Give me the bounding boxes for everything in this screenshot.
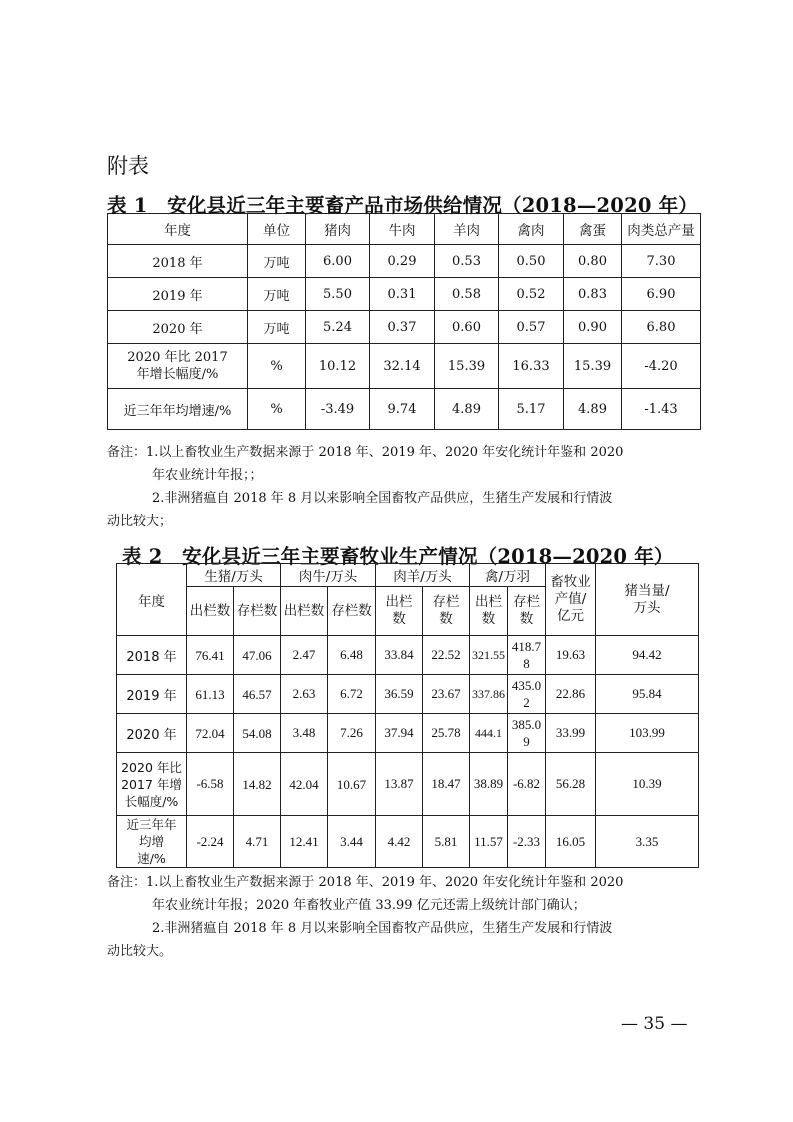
unit-cell: % <box>248 389 306 430</box>
table-cell: 15.39 <box>435 344 499 389</box>
t2-subheader <box>423 587 470 636</box>
table-cell: 6.48 <box>328 636 376 675</box>
row-label: 2020 年 <box>108 311 248 344</box>
table-cell: 0.57 <box>499 311 564 344</box>
table-cell: -1.43 <box>622 389 701 430</box>
t2-subheader <box>470 587 508 636</box>
t2-subheader-text: 存栏数 <box>331 602 372 619</box>
table-cell: 4.89 <box>435 389 499 430</box>
cell-text: 435.02 <box>511 678 542 710</box>
table-cell: -2.24 <box>187 816 234 868</box>
row-label: 2019 年 <box>108 278 248 311</box>
table-row <box>108 278 701 311</box>
table-cell: 3.48 <box>281 714 328 753</box>
t2-subheader-text: 存栏数 <box>513 594 540 627</box>
table-cell: 0.50 <box>499 245 564 278</box>
table2-note-line: 2.非洲猪瘟自 2018 年 8 月以来影响全国畜牧产品供应，生猪生产发展和行情波 <box>152 921 613 936</box>
table-cell: 13.87 <box>376 753 423 816</box>
cell-text: 14.82 <box>242 776 272 792</box>
table-cell: 37.94 <box>376 714 423 753</box>
table1 <box>107 213 701 430</box>
table-cell: -2.33 <box>508 816 546 868</box>
table-cell: 6.90 <box>622 278 701 311</box>
row-label <box>108 344 248 389</box>
table-row <box>108 389 701 430</box>
t2-subheader-text: 出栏数 <box>385 594 413 627</box>
t1-header-eggs: 禽蛋 <box>564 214 622 245</box>
t2-header-pig-equivalent-text: 猪当量/万头 <box>624 582 670 616</box>
row-label <box>117 753 187 816</box>
table-cell: 4.71 <box>234 816 281 868</box>
row-label <box>117 816 187 868</box>
page-number: — 35 — <box>621 1014 688 1034</box>
table-cell: 23.67 <box>423 675 470 714</box>
table-cell: 95.84 <box>596 675 699 714</box>
row-label: 近三年年均增速/% <box>108 389 248 430</box>
table-cell: 4.89 <box>564 389 622 430</box>
table-cell: 444.1 <box>470 714 508 753</box>
t2-subheader <box>234 587 281 636</box>
table-cell: 38.89 <box>470 753 508 816</box>
appendix-label: 附表 <box>107 154 149 178</box>
unit-cell: 万吨 <box>248 311 306 344</box>
table2-note-line: 备注：1.以上畜牧业生产数据来源于 2018 年、2019 年、2020 年安化统计年鉴和 2020 <box>107 875 624 890</box>
table-cell: 0.80 <box>564 245 622 278</box>
table-cell: 2.63 <box>281 675 328 714</box>
table2-note-line: 年农业统计年报；2020 年畜牧业产值 33.99 亿元还需上级统计部门确认； <box>152 898 586 913</box>
table-cell: 15.39 <box>564 344 622 389</box>
t2-subheader <box>376 587 423 636</box>
table-cell <box>234 675 281 714</box>
table-cell: 56.28 <box>546 753 596 816</box>
table-row <box>117 714 699 753</box>
table-cell: 7.26 <box>328 714 376 753</box>
table-cell: 19.63 <box>546 636 596 675</box>
t2-subheader-text: 出栏数 <box>475 594 502 627</box>
t1-header-poultry: 禽肉 <box>499 214 564 245</box>
table-cell: 5.17 <box>499 389 564 430</box>
table-cell <box>234 636 281 675</box>
table-row <box>117 636 699 675</box>
table1-header-row <box>108 214 701 245</box>
table-cell <box>508 636 546 675</box>
table-cell: 32.14 <box>370 344 435 389</box>
t1-header-year: 年度 <box>108 214 248 245</box>
table-cell <box>508 675 546 714</box>
t2-header-output-text: 畜牧业产值/亿元 <box>550 574 591 624</box>
table-row <box>117 675 699 714</box>
table2-header-row <box>117 564 699 587</box>
table1-title: 表 1 安化县近三年主要畜产品市场供给情况（2018—2020 年） <box>107 194 698 217</box>
t2-header-cattle: 肉牛/万头 <box>281 564 376 587</box>
table-cell: 0.31 <box>370 278 435 311</box>
cell-text: 10.67 <box>336 776 367 792</box>
t2-header-poultry: 禽/万羽 <box>470 564 546 587</box>
table-cell <box>234 753 281 816</box>
table-cell: 5.24 <box>306 311 370 344</box>
row-label-text: 2020 年比 2017 年增长幅度/% <box>127 350 228 382</box>
row-label: 2020 年 <box>117 714 187 753</box>
table-cell: -3.49 <box>306 389 370 430</box>
t1-header-unit: 单位 <box>248 214 306 245</box>
table-row <box>108 344 701 389</box>
table-cell: 0.52 <box>499 278 564 311</box>
t1-header-beef: 牛肉 <box>370 214 435 245</box>
table-cell: 4.42 <box>376 816 423 868</box>
cell-text: 76.41 <box>195 647 225 663</box>
cell-text: 418.78 <box>511 639 542 671</box>
t1-header-pork: 猪肉 <box>306 214 370 245</box>
table-cell: 6.80 <box>622 311 701 344</box>
table-cell: 0.60 <box>435 311 499 344</box>
table-cell: 5.50 <box>306 278 370 311</box>
table-cell <box>281 816 328 868</box>
table-cell: 25.78 <box>423 714 470 753</box>
table-cell: 33.84 <box>376 636 423 675</box>
table-cell <box>328 753 376 816</box>
cell-text: 42.04 <box>289 776 319 792</box>
row-label-text: 近三年年均增速/% <box>126 817 177 866</box>
table-cell <box>281 753 328 816</box>
t2-subheader-text: 存栏数 <box>236 602 278 619</box>
table-cell: 10.39 <box>596 753 699 816</box>
table2 <box>116 563 699 868</box>
row-label: 2018 年 <box>108 245 248 278</box>
table-cell: 5.81 <box>423 816 470 868</box>
table-cell: 3.44 <box>328 816 376 868</box>
row-label: 2018 年 <box>117 636 187 675</box>
row-label: 2019 年 <box>117 675 187 714</box>
table-cell: -4.20 <box>622 344 701 389</box>
unit-cell: % <box>248 344 306 389</box>
table-cell: 16.33 <box>499 344 564 389</box>
table-cell: 11.57 <box>470 816 508 868</box>
t2-header-year: 年度 <box>117 564 187 636</box>
row-label-text: 2020 年比 2017 年增长幅度/% <box>121 759 182 809</box>
t2-header-pig-equivalent <box>596 564 699 636</box>
table-cell <box>187 714 234 753</box>
table-cell: 6.72 <box>328 675 376 714</box>
t2-subheader <box>508 587 546 636</box>
cell-text: 54.08 <box>242 725 272 741</box>
cell-text: 12.41 <box>289 834 319 849</box>
t1-header-total-meat: 肉类总产量 <box>622 214 701 245</box>
table-cell: 103.99 <box>596 714 699 753</box>
table-cell: 0.29 <box>370 245 435 278</box>
cell-text: 46.57 <box>242 686 272 702</box>
table-row <box>108 245 701 278</box>
table-cell: -6.58 <box>187 753 234 816</box>
table-cell <box>187 675 234 714</box>
table2-note-line: 动比较大。 <box>107 944 173 959</box>
t2-subheader <box>281 587 328 636</box>
t2-subheader-text: 出栏数 <box>189 602 231 619</box>
table-cell: 3.35 <box>596 816 699 868</box>
table-cell: 0.90 <box>564 311 622 344</box>
table-cell: 18.47 <box>423 753 470 816</box>
table1-note-line: 2.非洲猪瘟自 2018 年 8 月以来影响全国畜牧产品供应，生猪生产发展和行情波 <box>152 491 613 506</box>
table2-title: 表 2 安化县近三年主要畜牧业生产情况（2018—2020 年） <box>122 545 674 568</box>
table-cell <box>508 714 546 753</box>
table-cell: 94.42 <box>596 636 699 675</box>
unit-cell: 万吨 <box>248 245 306 278</box>
table-cell: 337.86 <box>470 675 508 714</box>
t2-header-sheep: 肉羊/万头 <box>376 564 470 587</box>
t2-subheader-text: 出栏数 <box>283 602 325 619</box>
table-cell <box>234 714 281 753</box>
table-cell: 10.12 <box>306 344 370 389</box>
table-cell: 321.55 <box>470 636 508 675</box>
table-cell: 36.59 <box>376 675 423 714</box>
table-cell: 6.00 <box>306 245 370 278</box>
table1-note-line: 备注：1.以上畜牧业生产数据来源于 2018 年、2019 年、2020 年安化统计年鉴和 2020 <box>107 445 624 460</box>
unit-cell: 万吨 <box>248 278 306 311</box>
table1-note-line: 动比较大； <box>107 514 173 529</box>
cell-text: 385.09 <box>511 717 542 749</box>
cell-text: 47.06 <box>242 647 272 663</box>
table-cell: 33.99 <box>546 714 596 753</box>
table-row <box>117 753 699 816</box>
table-cell: 2.47 <box>281 636 328 675</box>
table-row <box>117 816 699 868</box>
table-cell: 0.58 <box>435 278 499 311</box>
table-cell <box>187 636 234 675</box>
t2-subheader <box>187 587 234 636</box>
t2-subheader-text: 存栏数 <box>432 594 460 627</box>
table-cell: 0.83 <box>564 278 622 311</box>
table-row <box>108 311 701 344</box>
t1-header-mutton: 羊肉 <box>435 214 499 245</box>
t2-header-pigs: 生猪/万头 <box>187 564 281 587</box>
table-cell: 22.52 <box>423 636 470 675</box>
table-cell: 22.86 <box>546 675 596 714</box>
table-cell: 0.37 <box>370 311 435 344</box>
table1-note-line: 年农业统计年报；； <box>152 468 263 483</box>
table-cell: 16.05 <box>546 816 596 868</box>
cell-text: 72.04 <box>195 725 225 741</box>
t2-header-output <box>546 564 596 636</box>
table-cell: 0.53 <box>435 245 499 278</box>
table-cell: 7.30 <box>622 245 701 278</box>
table-cell: -6.82 <box>508 753 546 816</box>
table-cell: 9.74 <box>370 389 435 430</box>
cell-text: 61.13 <box>195 686 225 702</box>
t2-subheader <box>328 587 376 636</box>
